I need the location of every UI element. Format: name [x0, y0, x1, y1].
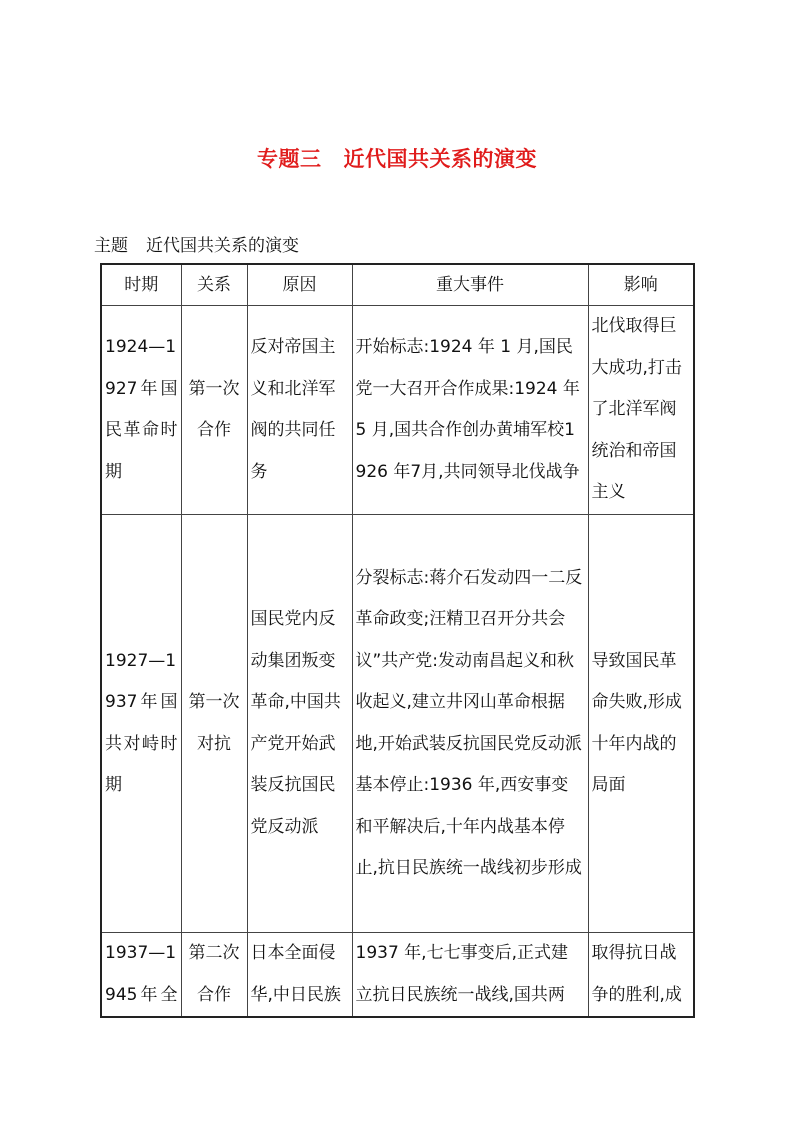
header-events: 重大事件	[352, 264, 588, 306]
table-header-row	[101, 264, 694, 306]
table-row	[101, 306, 694, 515]
reason-cell: 国民党内反动集团叛变革命,中国共产党开始武装反抗国民党反动派	[247, 515, 352, 933]
table-row	[101, 933, 694, 1018]
impact-cell: 导致国民革命失败,形成十年内战的局面	[588, 515, 694, 933]
relation-cell: 第二次合作	[181, 933, 247, 1018]
header-relation: 关系	[181, 264, 247, 306]
period-cell: 1937—1945年全	[101, 933, 181, 1018]
header-impact: 影响	[588, 264, 694, 306]
section-subtitle	[94, 231, 299, 256]
history-table	[100, 263, 695, 1018]
relation-cell: 第一次对抗	[181, 515, 247, 933]
table-row	[101, 515, 694, 933]
page-title-part1: 专题三	[257, 147, 322, 171]
impact-cell: 北伐取得巨大成功,打击了北洋军阀统治和帝国主义	[588, 306, 694, 515]
events-cell: 开始标志:1924 年 1 月,国民党一大召开合作成果:1924 年 5 月,国共合作创办黄埔军校1926 年7月,共同领导北伐战争	[352, 306, 588, 515]
page-title	[0, 143, 794, 173]
page-title-part2: 近代国共关系的演变	[343, 147, 537, 171]
header-period: 时期	[101, 264, 181, 306]
events-cell: 1937 年,七七事变后,正式建立抗日民族统一战线,国共两	[352, 933, 588, 1018]
header-reason: 原因	[247, 264, 352, 306]
reason-cell: 日本全面侵华,中日民族	[247, 933, 352, 1018]
relation-cell: 第一次合作	[181, 306, 247, 515]
events-cell: 分裂标志:蒋介石发动四一二反革命政变;汪精卫召开分共会议”共产党:发动南昌起义和秋收起义,建立井冈山革命根据地,开始武装反抗国民党反动派基本停止:1936 年,西安事变和平解决后,十年内战基本停止,抗日民族统一战线初步形成	[352, 515, 588, 933]
period-cell: 1927—1937年国共对峙时期	[101, 515, 181, 933]
reason-cell: 反对帝国主义和北洋军阀的共同任务	[247, 306, 352, 515]
subtitle-text: 近代国共关系的演变	[146, 236, 299, 256]
subtitle-label: 主题	[94, 236, 128, 256]
period-cell: 1924—1927年国民革命时期	[101, 306, 181, 515]
impact-cell: 取得抗日战争的胜利,成	[588, 933, 694, 1018]
